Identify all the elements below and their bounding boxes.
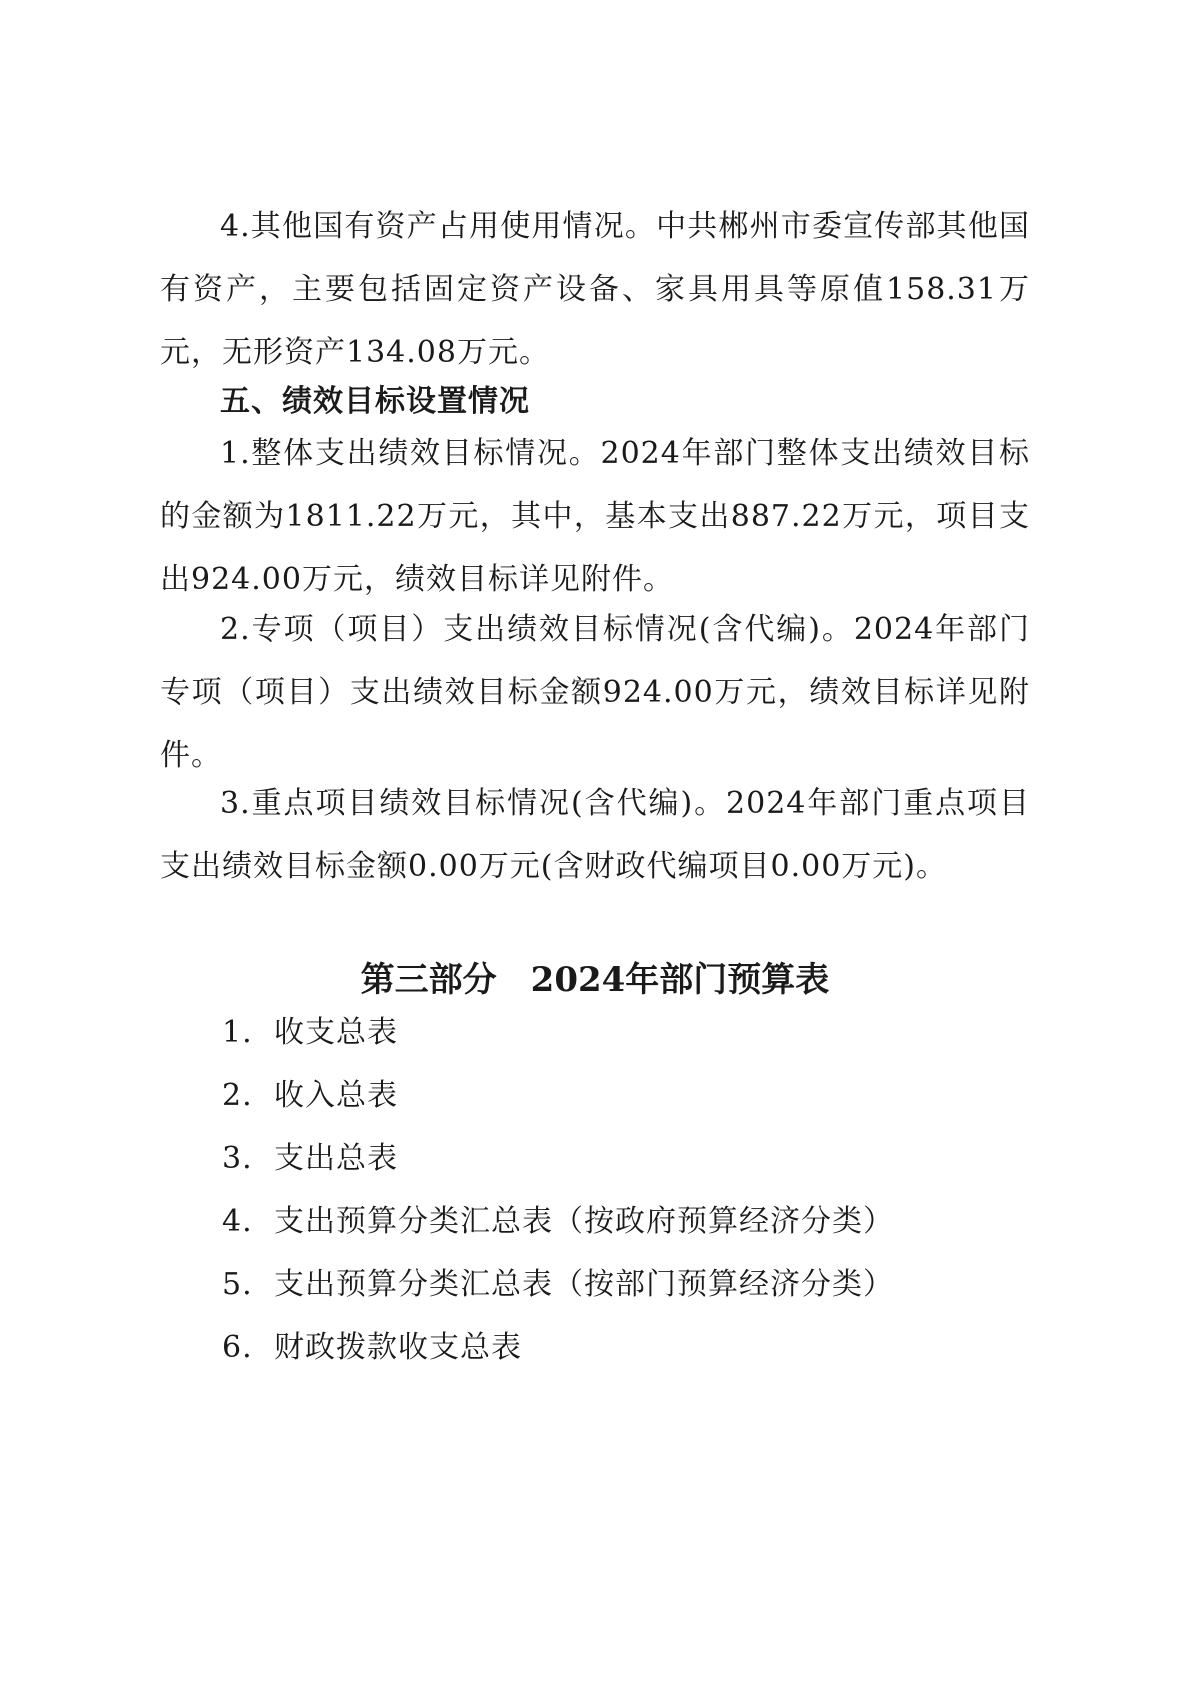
- list-item: [222, 1253, 894, 1316]
- list-item: [222, 1190, 894, 1253]
- list-item-label: 财政拨款收支总表: [274, 1330, 522, 1365]
- list-item: [222, 1316, 894, 1379]
- paragraph-other-assets: 4.其他国有资产占用使用情况。中共郴州市委宣传部其他国有资产，主要包括固定资产设备、家具用具等原值158.31万元，无形资产134.08万元。: [160, 209, 1030, 370]
- list-item-label: 收支总表: [274, 1015, 398, 1050]
- list-item-label: 支出总表: [274, 1141, 398, 1176]
- list-item-label: 支出预算分类汇总表（按部门预算经济分类）: [274, 1267, 894, 1302]
- list-item-number: 3.: [222, 1141, 253, 1176]
- paragraph-special-project-expenditure: 2.专项（项目）支出绩效目标情况(含代编)。2024年部门专项（项目）支出绩效目标金额924.00万元，绩效目标详见附件。: [160, 612, 1030, 773]
- section-heading-performance-goals: 五、绩效目标设置情况: [220, 384, 530, 419]
- list-item: [222, 1127, 894, 1190]
- list-item-number: 1.: [222, 1015, 253, 1050]
- list-item-number: 5.: [222, 1267, 253, 1302]
- list-item-label: 收入总表: [274, 1078, 398, 1113]
- budget-table-list: [222, 1001, 894, 1379]
- paragraph-key-project-goals: 3.重点项目绩效目标情况(含代编)。2024年部门重点项目支出绩效目标金额0.00万元(含财政代编项目0.00万元)。: [160, 786, 1030, 884]
- list-item: [222, 1001, 894, 1064]
- list-item: [222, 1064, 894, 1127]
- part-three-title: 第三部分 2024年部门预算表: [360, 960, 830, 1000]
- paragraph-overall-expenditure: 1.整体支出绩效目标情况。2024年部门整体支出绩效目标的金额为1811.22万元，其中，基本支出887.22万元，项目支出924.00万元，绩效目标详见附件。: [160, 436, 1030, 597]
- list-item-number: 4.: [222, 1204, 253, 1239]
- list-item-label: 支出预算分类汇总表（按政府预算经济分类）: [274, 1204, 894, 1239]
- list-item-number: 6.: [222, 1330, 253, 1365]
- list-item-number: 2.: [222, 1078, 253, 1113]
